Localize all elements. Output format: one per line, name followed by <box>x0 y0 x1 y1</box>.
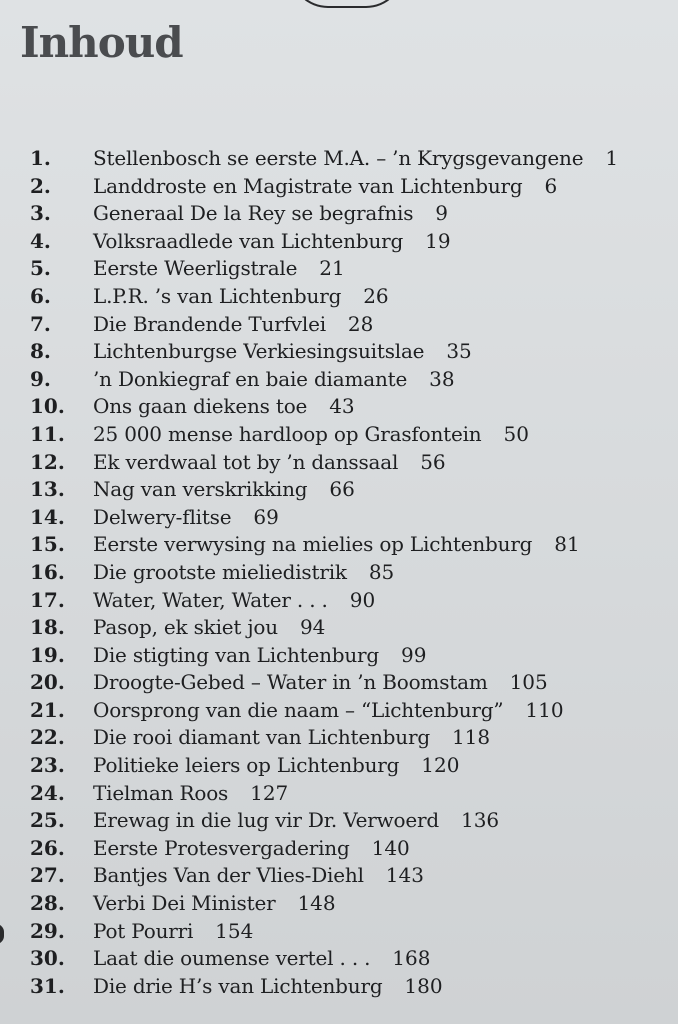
entry-title: Pasop, ek skiet jou <box>93 615 278 640</box>
entry-title: Eerste verwysing na mielies op Lichtenburg <box>93 532 533 557</box>
entry-number: 20. <box>30 670 65 695</box>
entry-number: 24. <box>30 780 65 805</box>
entry-title: Eerste Protesvergadering <box>93 835 350 860</box>
entry-page-number: 19 <box>425 228 451 253</box>
entry-title: Pot Pourri <box>93 918 194 943</box>
entry-page-number: 9 <box>435 201 449 226</box>
entry-page-number: 140 <box>371 835 410 860</box>
entry-title: Tielman Roos <box>93 780 229 805</box>
entry-title: Eerste Weerligstrale <box>93 256 298 281</box>
entry-number: 14. <box>30 504 65 529</box>
entry-text <box>93 145 618 173</box>
entry-title: Erewag in die lug vir Dr. Verwoerd <box>93 808 439 833</box>
entry-title: Laat die oumense vertel . . . <box>93 946 371 971</box>
entry-title: L.P.R. ’s van Lichtenburg <box>93 283 342 308</box>
entry-page-number: 143 <box>385 863 424 888</box>
toc-entry <box>0 393 678 421</box>
toc-entry <box>0 918 678 946</box>
entry-page-number: 110 <box>525 697 564 722</box>
entry-text <box>93 862 424 890</box>
entry-text <box>93 587 375 615</box>
entry-text <box>93 697 564 725</box>
entry-number: 11. <box>30 421 65 446</box>
entry-page-number: 85 <box>368 559 395 584</box>
toc-entry <box>0 807 678 835</box>
entry-page-number: 90 <box>349 587 376 612</box>
entry-page-number: 180 <box>404 973 443 998</box>
entry-number: 1. <box>30 146 51 170</box>
entry-number: 7. <box>30 311 51 336</box>
entry-text <box>93 504 279 532</box>
entry-title: Bantjes Van der Vlies-Diehl <box>93 863 364 888</box>
entry-number: 29. <box>30 918 65 943</box>
entry-page-number: 168 <box>392 946 431 971</box>
entry-text <box>93 476 355 504</box>
entry-page-number: 56 <box>420 449 446 474</box>
toc-entry <box>0 476 678 504</box>
entry-number: 9. <box>30 366 51 391</box>
entry-page-number: 154 <box>215 918 254 943</box>
toc-entry <box>0 614 678 642</box>
toc-entry <box>0 228 678 256</box>
entry-text <box>93 311 373 339</box>
entry-text <box>93 945 430 973</box>
entry-number: 8. <box>30 339 51 364</box>
entry-title: Ons gaan diekens toe <box>93 394 308 419</box>
entry-page-number: 120 <box>421 753 460 778</box>
toc-entry <box>0 642 678 670</box>
entry-number: 31. <box>30 973 65 998</box>
entry-title: Stellenbosch se eerste M.A. – ’n Krygsgevangene <box>93 146 584 170</box>
toc-entry <box>0 945 678 973</box>
entry-page-number: 81 <box>554 532 580 557</box>
entry-page-number: 26 <box>363 283 389 308</box>
entry-text <box>93 752 459 780</box>
entry-number: 16. <box>30 559 65 584</box>
entry-text <box>93 973 443 1001</box>
entry-text <box>93 338 472 366</box>
toc-entry <box>0 200 678 228</box>
entry-text <box>93 173 557 201</box>
entry-text <box>93 835 410 863</box>
entry-text <box>93 642 426 670</box>
entry-text <box>93 393 355 421</box>
entry-number: 13. <box>30 477 65 502</box>
entry-text <box>93 421 529 449</box>
decorative-arc <box>290 0 404 8</box>
entry-number: 21. <box>30 697 65 722</box>
entry-title: Volksraadlede van Lichtenburg <box>93 228 404 253</box>
entry-text <box>93 531 580 559</box>
entry-page-number: 66 <box>329 477 355 502</box>
toc-entry <box>0 173 678 201</box>
entry-page-number: 127 <box>250 780 289 805</box>
toc-entry <box>0 587 678 615</box>
entry-title: Die drie H’s van Lichtenburg <box>93 973 383 998</box>
entry-title: Oorsprong van die naam – “Lichtenburg” <box>93 697 504 722</box>
entry-page-number: 148 <box>297 891 336 916</box>
toc-entry <box>0 835 678 863</box>
toc-entry <box>0 890 678 918</box>
entry-page-number: 118 <box>451 725 491 750</box>
entry-number: 10. <box>30 394 65 419</box>
entry-page-number: 50 <box>503 421 529 446</box>
entry-text <box>93 614 325 642</box>
entry-number: 18. <box>30 615 65 640</box>
entry-number: 30. <box>30 946 65 971</box>
entry-title: Die Brandende Turfvlei <box>93 311 326 336</box>
toc-entry <box>0 697 678 725</box>
toc-entry <box>0 973 678 1001</box>
toc-entry <box>0 559 678 587</box>
entry-title: Die stigting van Lichtenburg <box>93 642 380 667</box>
entry-text <box>93 807 499 835</box>
entry-text <box>93 255 345 283</box>
entry-page-number: 21 <box>319 256 345 281</box>
entry-number: 23. <box>30 753 65 778</box>
entry-title: ’n Donkiegraf en baie diamante <box>93 366 408 391</box>
entry-number: 22. <box>30 725 65 750</box>
entry-number: 4. <box>30 228 51 253</box>
entry-title: Die rooi diamant van Lichtenburg <box>93 725 430 750</box>
entry-page-number: 69 <box>253 504 279 529</box>
entry-title: Droogte-Gebed – Water in ’n Boomstam <box>93 670 488 695</box>
entry-page-number: 94 <box>299 615 326 640</box>
toc-entry <box>0 311 678 339</box>
entry-page-number: 1 <box>605 146 619 170</box>
entry-title: Water, Water, Water . . . <box>93 587 328 612</box>
table-of-contents <box>0 145 678 1000</box>
toc-entry <box>0 283 678 311</box>
toc-entry <box>0 669 678 697</box>
entry-text <box>93 283 389 311</box>
entry-text <box>93 228 451 256</box>
toc-entry <box>0 449 678 477</box>
entry-title: Delwery-flitse <box>93 504 232 529</box>
entry-title: Generaal De la Rey se begrafnis <box>93 201 414 226</box>
entry-number: 19. <box>30 642 65 667</box>
entry-number: 15. <box>30 532 65 557</box>
entry-number: 12. <box>30 449 65 474</box>
entry-text <box>93 780 288 808</box>
entry-number: 2. <box>30 173 51 198</box>
entry-text <box>93 890 336 918</box>
entry-text <box>93 366 455 394</box>
entry-text <box>93 669 548 697</box>
entry-text <box>93 724 490 752</box>
entry-text <box>93 559 394 587</box>
entry-page-number: 38 <box>429 366 455 391</box>
entry-text <box>93 918 253 946</box>
toc-entry <box>0 145 678 173</box>
entry-number: 3. <box>30 201 51 226</box>
entry-title: 25 000 mense hardloop op Grasfontein <box>93 421 482 446</box>
toc-entry <box>0 255 678 283</box>
entry-text <box>93 449 446 477</box>
entry-title: Ek verdwaal tot by ’n danssaal <box>93 449 399 474</box>
entry-number: 5. <box>30 256 51 281</box>
entry-title: Lichtenburgse Verkiesingsuitslae <box>93 339 425 364</box>
entry-page-number: 136 <box>460 808 500 833</box>
entry-page-number: 28 <box>347 311 374 336</box>
entry-page-number: 99 <box>401 642 427 667</box>
toc-entry <box>0 366 678 394</box>
toc-entry <box>0 421 678 449</box>
toc-entry <box>0 780 678 808</box>
entry-text <box>93 200 448 228</box>
entry-title: Nag van verskrikking <box>93 477 308 502</box>
entry-title: Verbi Dei Minister <box>93 891 276 916</box>
toc-entry <box>0 338 678 366</box>
toc-entry <box>0 504 678 532</box>
entry-title: Politieke leiers op Lichtenburg <box>93 753 400 778</box>
entry-page-number: 6 <box>544 173 558 198</box>
entry-page-number: 35 <box>446 339 472 364</box>
entry-title: Landdroste en Magistrate van Lichtenburg <box>93 173 523 198</box>
entry-title: Die grootste mieliedistrik <box>93 559 347 584</box>
entry-page-number: 105 <box>509 670 548 695</box>
page-title: Inhoud <box>20 18 183 67</box>
entry-page-number: 43 <box>329 394 355 419</box>
toc-entry <box>0 752 678 780</box>
toc-entry <box>0 531 678 559</box>
toc-entry <box>0 862 678 890</box>
entry-number: 6. <box>30 283 51 308</box>
entry-number: 27. <box>30 863 65 888</box>
toc-entry <box>0 724 678 752</box>
entry-number: 26. <box>30 835 65 860</box>
entry-number: 28. <box>30 891 65 916</box>
entry-number: 17. <box>30 587 65 612</box>
entry-number: 25. <box>30 808 65 833</box>
